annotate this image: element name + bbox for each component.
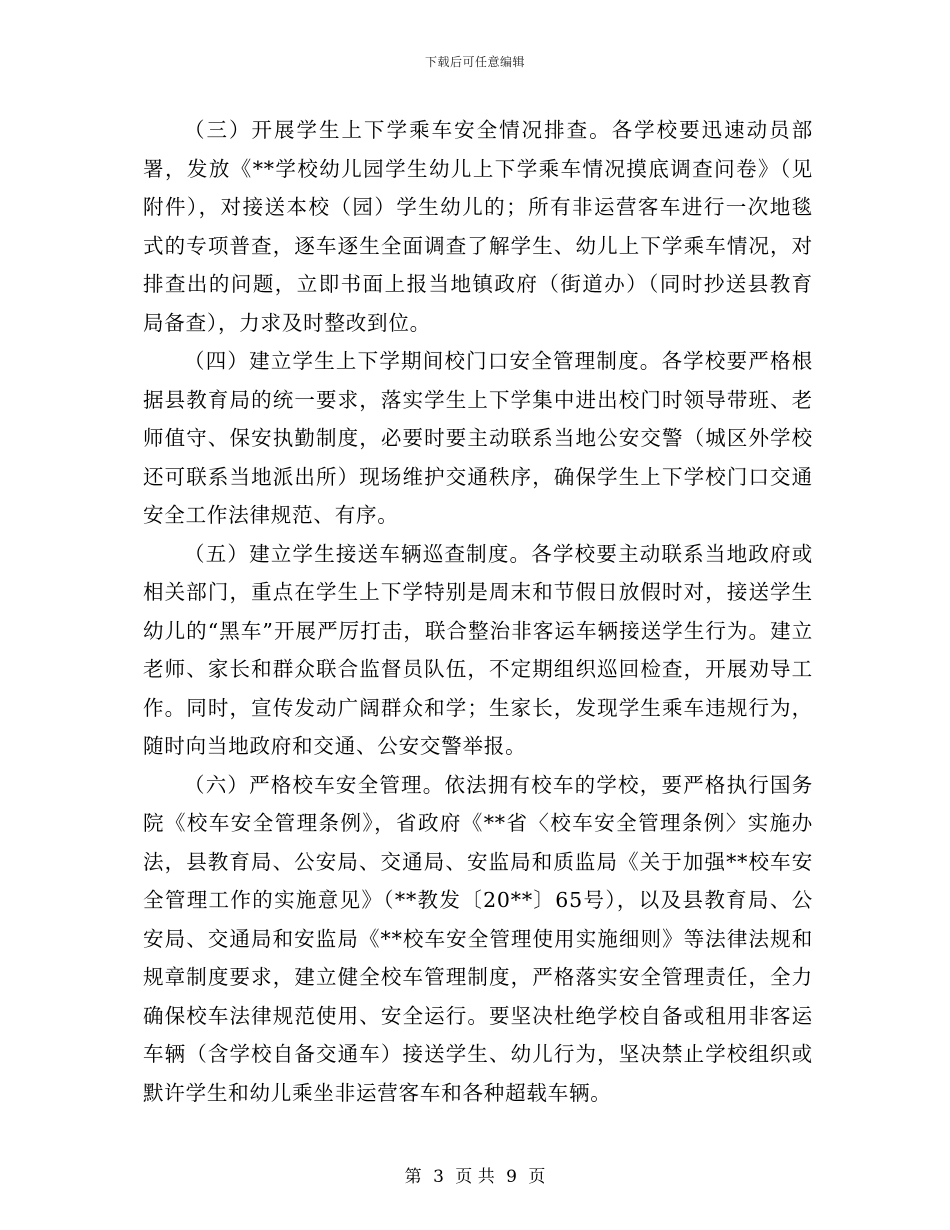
paragraph-5: （五）建立学生接送车辆巡查制度。各学校要主动联系当地政府或相关部门，重点在学生上下学特别是周末和节假日放假时对，接送学生幼儿的“黑车”开展严厉打击，联合整治非客运车辆接送学生行为。建立老师、家长和群众联合监督员队伍，不定期组织巡回检查，开展劝导工作。同时，宣传发动广阔群众和学；生家长，发现学生乘车违规行为，随时向当地政府和交通、公安交警举报。	[143, 541, 813, 758]
paragraph-3: （三）开展学生上下学乘车安全情况排查。各学校要迅速动员部署，发放《**学校幼儿园学生幼儿上下学乘车情况摸底调查问卷》（见附件），对接送本校（园）学生幼儿的；所有非运营客车进行一次地毯式的专项普查，逐车逐生全面调查了解学生、幼儿上下学乘车情况，对排查出的问题，立即书面上报当地镇政府（街道办）（同时抄送县教育局备查），力求及时整改到位。	[143, 118, 813, 335]
footer-middle: 页 共	[455, 1167, 495, 1187]
document-body	[143, 111, 813, 1112]
paragraph-4: （四）建立学生上下学期间校门口安全管理制度。各学校要严格根据县教育局的统一要求，落实学生上下学集中进出校门时领导带班、老师值守、保安执勤制度，必要时要主动联系当地公安交警（城区外学校还可联系当地派出所）现场维护交通秩序，确保学生上下学校门口交通安全工作法律规范、有序。	[143, 349, 813, 527]
current-page-number: 3	[433, 1167, 444, 1187]
footer-suffix: 页	[528, 1167, 546, 1187]
page-header: 下载后可任意编辑	[424, 55, 525, 69]
page-footer	[0, 1162, 950, 1187]
total-page-number: 9	[506, 1167, 517, 1187]
footer-prefix: 第	[404, 1167, 422, 1187]
paragraph-6: （六）严格校车安全管理。依法拥有校车的学校，要严格执行国务院《校车安全管理条例》，省政府《**省〈校车安全管理条例〉实施办法，县教育局、公安局、交通局、安监局和质监局《关于加强**校车安全管理工作的实施意见》（**教发〔20**〕65号），以及县教育局、公安局、交通局和安监局《**校车安全管理使用实施细则》等法律法规和规章制度要求，建立健全校车管理制度，严格落实安全管理责任，全力确保校车法律规范使用、安全运行。要坚决杜绝学校自备或租用非客运车辆（含学校自备交通车）接送学生、幼儿行为，坚决禁止学校组织或默许学生和幼儿乘坐非运营客车和各种超载车辆。	[143, 772, 813, 1105]
